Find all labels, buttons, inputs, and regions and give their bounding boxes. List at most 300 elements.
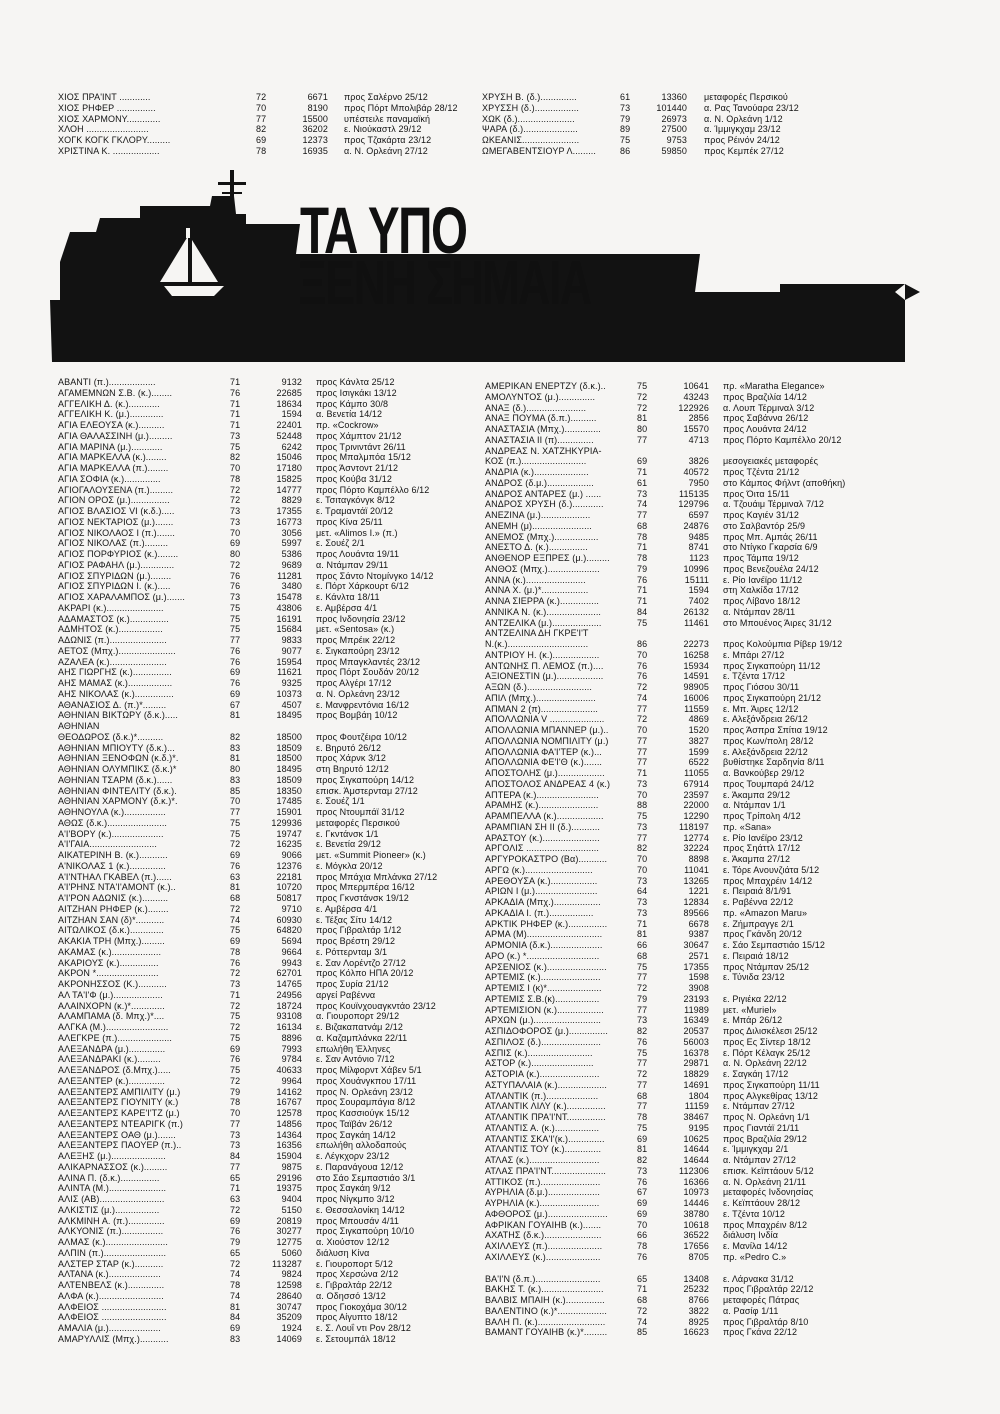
ship-name: ΑΡΚΑΔΙΑ (Μπχ.).................. <box>485 897 601 907</box>
ship-name: ΑΝΘΕΝΟΡ ΕΞΠΡΕΣ (μ.)......... <box>485 553 610 563</box>
tonnage: 16006 <box>683 692 709 703</box>
status-note: προς Αίγυπτο 18/12 <box>316 1312 398 1323</box>
list-item <box>58 657 498 668</box>
build-year: 70 <box>637 649 648 660</box>
ship-name: Α'Ι'ΒΟΡΥ (κ.).................... <box>58 828 164 839</box>
build-year: 81 <box>230 753 241 764</box>
tonnage: 56003 <box>683 1036 709 1047</box>
status-note: ε. Αλεξάνδρεια 26/12 <box>723 714 808 725</box>
tonnage: 16349 <box>683 1015 709 1026</box>
status-note: α. Ρασίφ 1/11 <box>723 1305 779 1316</box>
list-item <box>58 1323 498 1334</box>
ship-name: ΑΘΗΝΙΑΝ ΤΣΑΡΜ (δ.κ.)...... <box>58 774 173 785</box>
ship-name: ΑΛΚΥΟΝΙΣ (π.)................ <box>58 1226 164 1237</box>
tonnage: 1804 <box>688 1090 709 1101</box>
ship-name: ΑΛΓΚΑ (Μ.)........................ <box>58 1022 169 1032</box>
ship-name: ΑΔΩΝΙΣ (π.)...................... <box>58 635 167 645</box>
list-item <box>485 1112 905 1123</box>
list-item <box>58 1334 498 1345</box>
status-note: προς Βενεζουέλα 24/12 <box>723 563 819 574</box>
status-note: στο Σάο Σεμπαστιάο 3/1 <box>316 1172 416 1183</box>
list-item <box>485 467 905 478</box>
build-year: 88 <box>637 800 648 811</box>
ship-name: ΑΡΕΘΟΥΣΑ (κ.).................. <box>485 875 598 886</box>
build-year: 77 <box>637 703 648 714</box>
tonnage: 12578 <box>276 1108 302 1118</box>
build-year: 75 <box>230 1065 241 1075</box>
tonnage: 35209 <box>276 1312 302 1323</box>
tonnage: 40633 <box>276 1065 302 1075</box>
list-item <box>58 495 498 506</box>
ship-name: ΑΛΕΞΑΝΤΕΡΣ ΚΑΡΕ'Ι'ΤΖ (μ.) <box>58 1108 180 1118</box>
build-year: 80 <box>230 549 241 559</box>
list-item <box>58 442 498 453</box>
ship-name: ΑΛΣΤΕΡ ΣΤΑΡ (κ.)........... <box>58 1258 164 1269</box>
list-item <box>485 564 905 575</box>
tonnage: 12834 <box>683 897 709 907</box>
build-year: 68 <box>637 950 648 961</box>
build-year: 85 <box>230 785 241 796</box>
build-year: 77 <box>637 746 648 757</box>
status-note: ε. Βηρυτό 26/12 <box>316 742 382 753</box>
build-year: 70 <box>637 864 648 875</box>
status-note: α. Βενετία 14/12 <box>316 409 383 420</box>
ship-name: ΑΕΤΟΣ (Μπχ.)...................... <box>58 645 176 656</box>
build-year: 77 <box>637 1004 648 1015</box>
ship-name: ΑΓΙΑ ΕΛΕΟΥΣΑ (κ.).......... <box>58 420 165 430</box>
status-note: ε. Αμβέρσα 4/1 <box>316 602 378 613</box>
status-note: ε. Σ. Λουΐ ντι Ρον 28/12 <box>316 1323 412 1333</box>
status-note: α. Ντάμπαν 27/12 <box>723 1155 796 1165</box>
status-note: προς Πόρτ Μπολιβάρ 28/12 <box>344 102 458 113</box>
build-year: 70 <box>230 1108 241 1118</box>
ship-name: ΑΔΜΗΤΟΣ (κ.)................. <box>58 624 163 635</box>
list-item <box>58 1248 498 1259</box>
status-note: προς Μπαγκλαντές 23/12 <box>316 656 421 667</box>
status-note: προς Τζέντα 21/12 <box>723 467 800 477</box>
status-note: ε. Μπάρ 26/12 <box>723 1015 783 1026</box>
build-year: 81 <box>637 413 648 424</box>
status-note: α. Λουπ Τέρμιναλ 3/12 <box>723 402 815 413</box>
tonnage: 113287 <box>272 1258 302 1269</box>
list-item <box>485 972 905 983</box>
list-item <box>58 1280 498 1291</box>
ship-name: ΑΝΑΣΤΑΣΙΑ (Μπχ.).............. <box>485 424 601 434</box>
build-year: 70 <box>230 463 241 473</box>
tonnage: 10373 <box>276 688 302 699</box>
tonnage: 13360 <box>661 92 687 102</box>
build-year: 76 <box>230 860 241 871</box>
status-note: ε. Τσιταγκόνγκ 8/12 <box>316 495 395 506</box>
ship-name: ΑΛΕΞΑΝΔΡΑΚΙ (κ.)......... <box>58 1054 161 1065</box>
tonnage: 5060 <box>281 1247 302 1258</box>
status-note: ε. Μανίλα 14/12 <box>723 1241 788 1251</box>
list-item <box>485 1069 905 1080</box>
list-item <box>485 886 905 897</box>
status-note: προς Αλγκεθίρας 13/12 <box>723 1090 818 1101</box>
build-year: 77 <box>637 1101 648 1112</box>
tonnage: 24956 <box>276 989 302 1000</box>
ship-name: ΑΣΤΟΡΙΑ (κ.)....................... <box>485 1069 600 1079</box>
build-year: 72 <box>230 559 241 570</box>
tonnage: 89566 <box>683 907 709 918</box>
build-year: 72 <box>637 402 648 413</box>
status-note: προς Σιγκαπούρη 10/10 <box>316 1226 415 1237</box>
list-item <box>58 1259 498 1270</box>
build-year: 72 <box>230 1000 241 1011</box>
tonnage: 62701 <box>276 968 302 979</box>
status-note: στο Ντίγκο Γκαρσία 6/9 <box>723 542 818 553</box>
status-note: προς Κούβα 31/12 <box>316 473 392 484</box>
status-note: πρ. «Cockrow» <box>316 420 379 430</box>
tonnage: 17485 <box>276 796 302 807</box>
status-note: α. Ν. Ορλεάνη 23/12 <box>316 688 400 699</box>
list-item <box>58 1194 498 1205</box>
build-year: 64 <box>637 886 648 897</box>
list-item <box>485 1295 905 1306</box>
list-item <box>485 618 905 629</box>
build-year: 73 <box>637 897 648 907</box>
build-year: 71 <box>637 542 648 553</box>
tonnage: 12373 <box>302 135 328 145</box>
list-item <box>58 1054 498 1065</box>
ship-name: ΑΠΟΣΤΟΛΟΣ ΑΝΔΡΕΑΣ 4 (κ.) <box>485 778 611 789</box>
tonnage: 16191 <box>276 613 302 624</box>
ship-name: ΑΘΗΝΙΑΝ <box>58 721 100 731</box>
tonnage: 25232 <box>683 1284 709 1295</box>
ship-name: ΑΜΟΛΥΝΤΟΣ (μ.).............. <box>485 391 596 402</box>
build-year: 76 <box>230 678 241 688</box>
ship-name: ΑΣΠΙΛΟΣ (δ.)....................... <box>485 1036 601 1047</box>
ship-name: ΑΚΑΚΙΑ ΤΡΗ (Μπχ.)......... <box>58 936 165 946</box>
list-item <box>58 872 498 883</box>
list-item <box>485 768 905 779</box>
build-year: 77 <box>637 757 648 768</box>
build-year: 89 <box>620 124 631 135</box>
build-year: 69 <box>230 1043 241 1054</box>
status-note: α. Ίμμιγκχαμ 23/12 <box>704 124 781 135</box>
ship-name: ΑΛΚΙΣΤΙΣ (μ.)................. <box>58 1204 160 1215</box>
ship-name: ΑΡΚΤΙΚ ΡΗΦΕΡ (κ.)............... <box>485 918 608 929</box>
tonnage: 14856 <box>276 1118 302 1129</box>
list-item <box>58 936 498 947</box>
ship-name: ΑΗΣ ΜΑΜΑΣ (κ.)................. <box>58 678 173 688</box>
build-year: 75 <box>230 828 241 839</box>
build-year: 75 <box>230 624 241 635</box>
tonnage: 18509 <box>276 742 302 753</box>
tonnage: 16258 <box>683 649 709 660</box>
ship-name: ΑΡΑΣΤΟΥ (κ.)...................... <box>485 832 600 843</box>
status-note: προς Τρινιντάντ 26/11 <box>316 441 406 452</box>
status-note: προς Γιβραλτάρ 1/12 <box>316 925 402 936</box>
tonnage: 14644 <box>683 1144 709 1155</box>
status-note: ε. Σαν Λορέντζο 27/12 <box>316 957 406 968</box>
build-year: 81 <box>230 1301 241 1312</box>
build-year: 73 <box>637 907 648 918</box>
build-year: 75 <box>637 1122 648 1133</box>
list-item <box>485 499 905 510</box>
tonnage: 24876 <box>683 520 709 531</box>
build-year: 75 <box>637 381 648 391</box>
list-item <box>58 904 498 915</box>
build-year: 63 <box>230 1194 241 1204</box>
tonnage: 22401 <box>276 420 302 430</box>
status-note: προς Ν. Ορλεάνη 23/12 <box>316 1086 413 1097</box>
status-note: α. Ν. Ορλεάνη 21/11 <box>723 1176 807 1187</box>
ship-name: Α'Ι'ΡΟΝ ΑΔΩΝΙΣ (κ.).......... <box>58 893 169 903</box>
ship-name: ΑΡΓΥΡΟΚΑΣΤΡΟ (Βα)........... <box>485 854 608 864</box>
tonnage: 10641 <box>683 381 709 391</box>
build-year: 71 <box>230 377 241 387</box>
status-note: ε. Ρίο Ιανέϊρο 23/12 <box>723 832 803 843</box>
status-note: προς Γιβραλτάρ 22/12 <box>723 1284 814 1295</box>
build-year: 71 <box>637 467 648 477</box>
tonnage: 1598 <box>688 972 709 983</box>
tonnage: 3908 <box>688 983 709 993</box>
list-item <box>58 710 498 721</box>
list-item <box>58 893 498 904</box>
ship-name: ΑΘΗΝΙΑΝ ΞΕΝΟΦΩΝ (κ.δ.)*. <box>58 753 179 764</box>
ship-name: ΑΓΙΟΣ ΝΙΚΟΛΑΣ (π.)......... <box>58 538 169 549</box>
list-item <box>58 581 498 592</box>
build-year: 70 <box>637 725 648 735</box>
ship-name: ΑΤΛΑΝΤΙΚ ΠΡΑ'Ι'ΝΤ............... <box>485 1112 606 1122</box>
build-year: 77 <box>637 972 648 983</box>
ship-name: ΑΡΚΑΔΙΑ Ι. (π.)................. <box>485 907 594 918</box>
build-year: 70 <box>256 102 267 113</box>
status-note: ε. Νιούκαστλ 29/12 <box>344 124 422 135</box>
tonnage: 3822 <box>688 1305 709 1316</box>
build-year: 65 <box>230 1172 241 1183</box>
build-year: 69 <box>256 135 267 145</box>
ship-name: ΑΛΦΕΙΟΣ ......................... <box>58 1301 167 1312</box>
list-item <box>58 1097 498 1108</box>
tonnage: 20537 <box>683 1026 709 1036</box>
ship-name: ΑΛΙΝΤΑ (Μ.)...................... <box>58 1183 167 1194</box>
build-year: 71 <box>230 398 241 409</box>
status-note: ε. Μανφρεντόνια 16/12 <box>316 699 410 710</box>
build-year: 84 <box>230 1312 241 1323</box>
build-year: 70 <box>637 1219 648 1230</box>
ship-name: ΑΡΑΜΠΙΑΝ ΣΗ ΙΙ (δ.)........... <box>485 821 600 832</box>
build-year: 85 <box>637 1327 648 1338</box>
status-note: προς Λουάντα 24/12 <box>723 424 807 434</box>
list-item <box>58 807 498 818</box>
build-year: 69 <box>230 1215 241 1226</box>
list-item <box>58 506 498 517</box>
status-note: προς Βομβάη 10/12 <box>316 710 398 721</box>
list-item <box>58 743 498 754</box>
list-item <box>58 624 498 635</box>
ship-name: ΑΝΕΜΗ (μ)....................... <box>485 520 592 531</box>
tonnage: 8766 <box>688 1295 709 1305</box>
ship-name: ΑΝΔΡΟΣ ΧΡΥΣΗ (δ.)............ <box>485 499 604 510</box>
tonnage: 1594 <box>281 409 302 420</box>
ship-name: ΨΑΡΑ (δ.)..................... <box>482 124 578 135</box>
tonnage: 9689 <box>281 559 302 570</box>
status-note: α. Ντάμπαν 1/1 <box>723 800 786 811</box>
list-item <box>58 678 498 689</box>
list-item <box>58 1108 498 1119</box>
list-item <box>485 639 905 650</box>
ship-name: ΑΠΟΛΛΩΝΙΑ ΦΕ'Ι'Θ (κ.)....... <box>485 757 603 768</box>
status-note: προς Ρέινόν 24/12 <box>704 135 780 145</box>
ship-name: ΑΙΤΖΗΑΝ ΡΗΦΕΡ (κ.)........ <box>58 903 169 914</box>
ship-name: ΑΡΑΜΗΣ (κ.)....................... <box>485 800 599 811</box>
ship-name: ΑΛΜΑΣ (κ.)........................ <box>58 1237 168 1247</box>
tonnage: 11559 <box>684 703 709 714</box>
build-year: 77 <box>637 434 648 445</box>
ship-name: ΑΞΙΟΝΕΣΤΙΝ (μ.).................. <box>485 671 604 682</box>
build-year: 77 <box>637 510 648 520</box>
build-year: 82 <box>230 731 241 742</box>
status-note: προς Βρέστη 29/12 <box>316 936 396 946</box>
tonnage: 52448 <box>276 430 302 441</box>
status-note: ε. Τζέντα 17/12 <box>723 671 785 682</box>
ship-name: ΑΥΡΗΛΙΑ (δ.μ.).................... <box>485 1187 600 1198</box>
tonnage: 26973 <box>661 113 687 124</box>
build-year: 84 <box>637 606 648 617</box>
build-year: 69 <box>230 538 241 549</box>
tonnage: 6678 <box>688 918 709 929</box>
build-year: 77 <box>256 113 267 124</box>
list-item <box>485 983 905 994</box>
status-note: μεταφορές Περσικού <box>316 817 400 828</box>
build-year: 74 <box>230 1290 241 1301</box>
tonnage: 50817 <box>276 893 302 903</box>
ship-name: ΑΘΗΝΙΑΝ ΧΑΡΜΟΝΥ (δ.κ.)*. <box>58 796 178 807</box>
status-note: προς Ντάμπαν 25/12 <box>723 961 810 972</box>
tonnage: 17355 <box>276 506 302 516</box>
build-year: 69 <box>230 850 241 860</box>
ship-name: ΑΓΙΟΣ ΠΟΡΦΥΡΙΟΣ (κ.)........ <box>58 549 179 559</box>
build-year: 76 <box>230 1054 241 1065</box>
ship-name: ΑΠΜΑΝ 2 (π)...................... <box>485 703 599 714</box>
ship-banner-graphic <box>0 0 1000 380</box>
list-item <box>58 452 498 463</box>
ship-name: ΑΛΙΝΑ Π. (δ.κ.)............... <box>58 1172 160 1183</box>
tonnage: 38467 <box>683 1112 709 1122</box>
status-note: στο Σαλβαντόρ 25/9 <box>723 520 806 531</box>
list-item <box>485 779 905 790</box>
list-item <box>485 1048 905 1059</box>
list-item <box>485 1317 905 1328</box>
ship-name: ΑΡΤΕΜΙΣ Σ.Β.(κ)................. <box>485 993 600 1004</box>
status-note: προς Σιγκαπούρη 14/12 <box>316 774 415 785</box>
status-note: α. Χιούστον 12/12 <box>316 1237 390 1247</box>
list-item <box>58 818 498 829</box>
status-note: ε. Τέξας Σίτυ 14/12 <box>316 914 393 925</box>
build-year: 76 <box>637 660 648 671</box>
status-note: ε. Σαγκάη 17/12 <box>723 1069 789 1079</box>
tonnage: 7402 <box>688 596 709 606</box>
build-year: 80 <box>230 764 241 774</box>
ship-name: ΑΛΙΣ (ΑΒ)......................... <box>58 1194 165 1204</box>
build-year: 76 <box>637 1251 648 1262</box>
status-note: προς Ν. Ορλεάνη 1/1 <box>723 1112 810 1122</box>
status-note: προς Φουτζέιρα 10/12 <box>316 731 408 742</box>
build-year: 71 <box>637 1284 648 1295</box>
tonnage: 19747 <box>276 828 302 839</box>
ship-name: ΑΛΚΜΙΝΗ Α. (π.).............. <box>58 1215 165 1226</box>
tonnage: 15684 <box>276 624 302 635</box>
ship-name: ΑΝΤΖΕΛΙΝΑ ΔΗ ΓΚΡΕ'Ι'Τ <box>485 628 589 639</box>
build-year: 70 <box>637 854 648 864</box>
list-item <box>58 753 498 764</box>
list-item <box>58 377 498 388</box>
status-note: προς Γκάνδη 20/12 <box>723 929 802 940</box>
ship-name: ΑΣΠΙΔΟΦΟΡΟΣ (μ.)............... <box>485 1026 608 1036</box>
ship-name: ΑΛΕΞΑΝΔΡΟΣ (δ.Μπχ.)..... <box>58 1065 171 1075</box>
status-note: διάλυση Ινδία <box>723 1230 778 1241</box>
ship-name: ΑΡΤΕΜΙΣ (κ.)....................... <box>485 972 601 983</box>
status-note: ε. Αμβέρσα 4/1 <box>316 903 378 914</box>
build-year: 77 <box>637 832 648 843</box>
tonnage: 28640 <box>276 1290 302 1301</box>
ship-name: ΑΡΜΟΝΙΑ (δ.κ.).................... <box>485 940 603 950</box>
build-year: 73 <box>637 821 648 832</box>
tonnage: 9833 <box>281 635 302 645</box>
ship-name: ΑΛΠΙΝ (π.)........................ <box>58 1247 167 1258</box>
ship-name: ΑΝΕΖΙΝΑ (μ.)................... <box>485 510 591 520</box>
list-item <box>485 413 905 424</box>
list-item <box>485 865 905 876</box>
ship-name: ΑΓΙΑ ΜΑΡΚΕΛΛΑ (κ.)........ <box>58 452 167 463</box>
tonnage: 27500 <box>661 124 687 135</box>
list-item <box>58 635 498 646</box>
list-item <box>485 854 905 865</box>
tonnage: 9387 <box>688 929 709 940</box>
list-item <box>485 671 905 682</box>
list-item <box>485 392 905 403</box>
build-year: 79 <box>620 113 631 124</box>
status-note: α. Οδησσό 13/12 <box>316 1290 386 1301</box>
build-year: 82 <box>230 452 241 463</box>
ship-name: ΚΟΣ (π.)......................... <box>485 456 587 467</box>
tonnage: 14069 <box>276 1333 302 1344</box>
tonnage: 5150 <box>281 1204 302 1215</box>
status-note: ε. Παρανάγουα 12/12 <box>316 1161 404 1172</box>
status-note: προς Κασσιούγκ 15/12 <box>316 1108 410 1118</box>
status-note: προς Πόρτ Σουδάν 20/12 <box>316 667 420 678</box>
tonnage: 16773 <box>276 516 302 527</box>
tonnage: 1924 <box>281 1323 302 1333</box>
tonnage: 18500 <box>276 753 302 764</box>
status-note: προς Κάμπο 30/8 <box>316 398 389 409</box>
ship-name: ΑΝΔΡΕΑΣ Ν. ΧΑΤΖΗΚΥΡΙΑ- <box>485 445 602 456</box>
status-note: ε. Άκαμπα 29/12 <box>723 789 791 800</box>
ship-name: ΒΑΚΗΣ Τ. (κ.)........................ <box>485 1284 604 1295</box>
build-year: 76 <box>230 387 241 398</box>
build-year: 76 <box>230 957 241 968</box>
status-note: ε. Μπάρι 27/12 <box>723 649 785 660</box>
tonnage: 18509 <box>276 774 302 785</box>
list-item <box>485 435 905 446</box>
tonnage: 22273 <box>683 639 709 649</box>
list-item <box>485 403 905 414</box>
tonnage: 8741 <box>688 542 709 553</box>
build-year: 78 <box>230 473 241 484</box>
status-note: μεσογειακές μεταφορές <box>723 456 819 467</box>
status-note: ε. Γκντάνσκ 1/1 <box>316 828 379 839</box>
status-note: προς Βραζιλία 29/12 <box>723 1133 807 1144</box>
list-item <box>58 560 498 571</box>
ship-name: ΑΓΙΟΓΑΛΟΥΣΕΝΑ (π.)......... <box>58 484 174 495</box>
status-note: ε. Θεσσαλονίκη 14/12 <box>316 1204 405 1215</box>
ship-name: ΑΚΑΡΙΟΥΣ (κ.)............... <box>58 957 159 968</box>
build-year: 72 <box>230 1075 241 1086</box>
status-note: ε. Κεϊπτάουν 28/12 <box>723 1198 801 1208</box>
